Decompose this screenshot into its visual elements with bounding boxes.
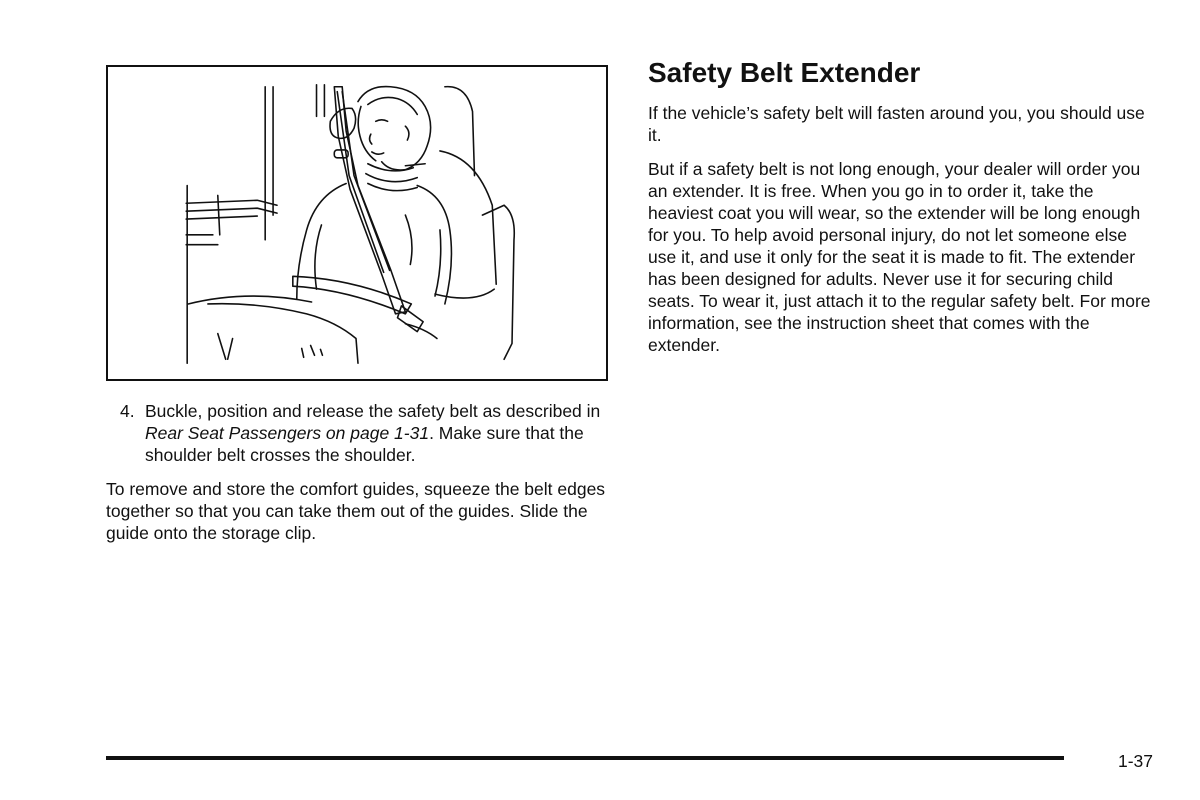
seat-back bbox=[405, 87, 514, 360]
door-frame-lines bbox=[186, 85, 324, 363]
paragraph-1: If the vehicle’s safety belt will fasten around you, you should use it. bbox=[648, 103, 1145, 145]
cross-reference-link[interactable]: Rear Seat Passengers on page 1-31 bbox=[145, 423, 430, 443]
step-text bbox=[145, 400, 616, 466]
lap-belt bbox=[293, 276, 423, 331]
illustration-child-seated-with-comfort-guide bbox=[106, 65, 608, 381]
comfort-guide-storage-paragraph: To remove and store the comfort guides, squeeze the belt edges together so that you can take them out of the guides. Slide the guide onto the storage clip. bbox=[106, 479, 606, 543]
step-text-before: Buckle, position and release the safety belt as described in bbox=[145, 401, 601, 421]
footer-rule bbox=[106, 756, 1064, 760]
shoulder-belt bbox=[334, 87, 405, 314]
right-column bbox=[648, 56, 1153, 368]
step-4 bbox=[120, 400, 616, 466]
section-heading: Safety Belt Extender bbox=[648, 57, 921, 88]
page-number: 1-37 bbox=[1118, 751, 1154, 771]
child-head bbox=[358, 87, 431, 170]
paragraph-2: But if a safety belt is not long enough, your dealer will order you an extender. It is free. When you go in to order it, take the heaviest coat you will wear, so the extender will be long enough for you. To help avoid personal injury, do not let someone else use it, and use it only for the seat it is made to fit. The extender has been designed for adults. Never use it for securing child seats. To wear it, just attach it to the regular safety belt. For more information, see the instruction sheet that comes with the extender. bbox=[648, 159, 1151, 355]
step-text-after: . Make sure that the shoulder belt crosses the shoulder. bbox=[145, 423, 584, 465]
left-column bbox=[106, 400, 616, 556]
step-number: 4. bbox=[120, 401, 135, 421]
